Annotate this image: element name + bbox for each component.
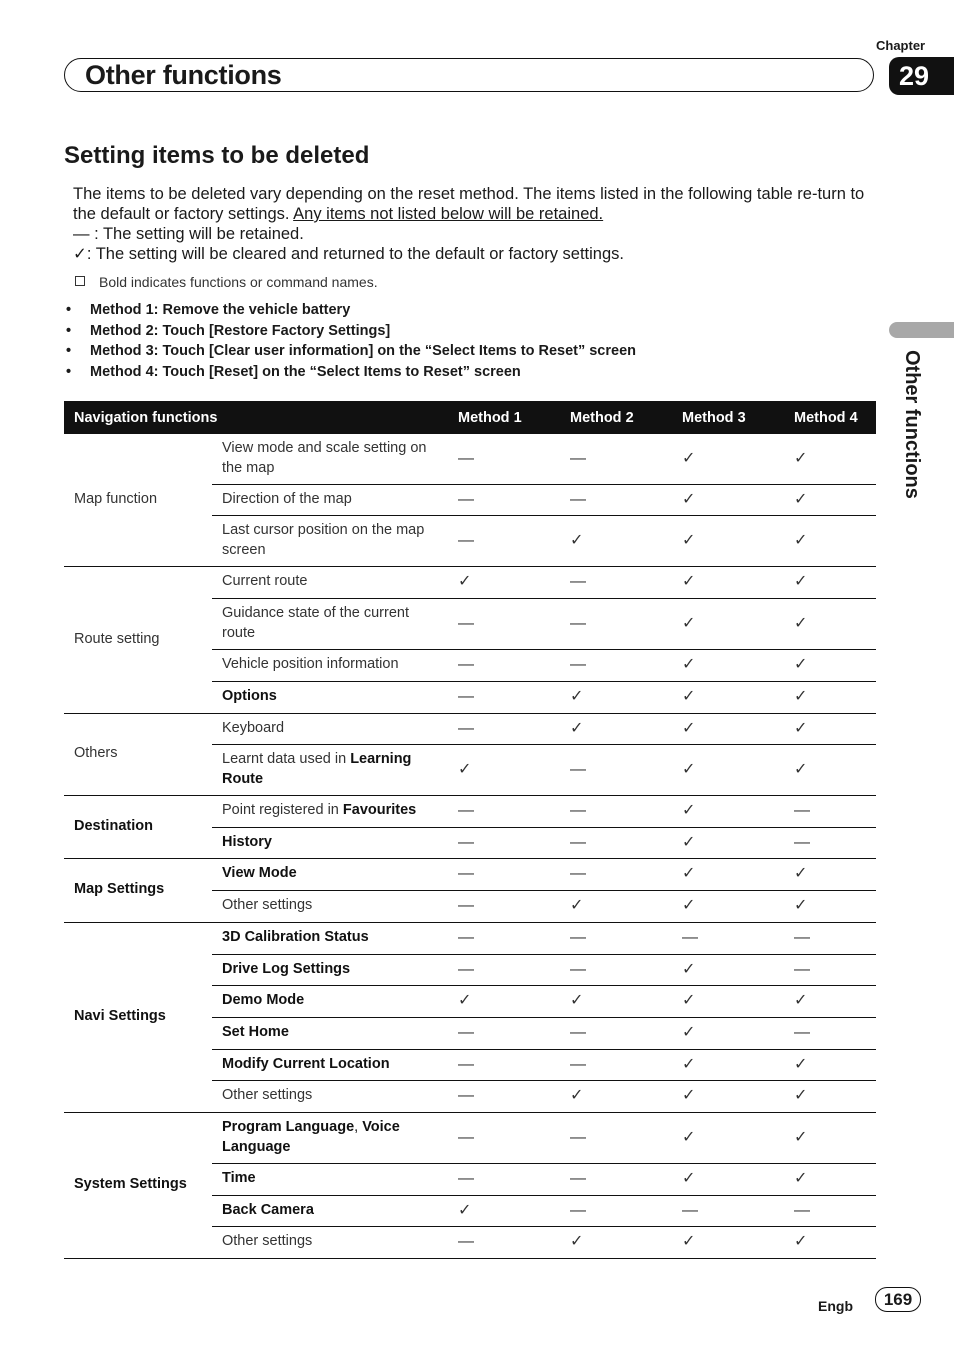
cell-method-4: ✓ [784,598,876,649]
row-item: Current route [212,566,448,598]
cell-method-3: ✓ [672,649,784,681]
cell-method-4: ✓ [784,858,876,890]
cell-method-2: — [560,827,672,858]
cell-method-4: — [784,1017,876,1049]
cell-method-1: ✓ [448,1195,560,1226]
table-row [64,434,876,484]
cell-method-3: ✓ [672,484,784,515]
cell-method-1: — [448,598,560,649]
table-row [64,922,876,954]
intro-text [73,184,873,264]
row-item: Vehicle position information [212,649,448,681]
cell-method-2: — [560,1112,672,1163]
cell-method-3: ✓ [672,795,784,827]
cell-method-1: — [448,484,560,515]
row-item-bold: Favourites [342,802,417,819]
row-item-text: Learnt data used in [222,751,351,767]
method-item: • Method 1: Remove the vehicle battery [66,302,351,318]
chapter-label: Chapter [876,38,926,53]
cell-method-4: ✓ [784,515,876,566]
cell-method-2: ✓ [560,890,672,922]
cell-method-3: ✓ [672,858,784,890]
cell-method-4: ✓ [784,1226,876,1258]
row-item: Back Camera [212,1195,448,1226]
row-item [212,1112,448,1163]
cell-method-1: — [448,649,560,681]
row-item: Demo Mode [212,985,448,1017]
cell-method-4: ✓ [784,985,876,1017]
cell-method-4: — [784,954,876,985]
cell-method-2: — [560,1195,672,1226]
cell-method-2: ✓ [560,515,672,566]
row-item: Other settings [212,890,448,922]
cell-method-4: — [784,795,876,827]
cell-method-4: ✓ [784,1163,876,1195]
group-destination: Destination [64,795,212,858]
header-method-4: Method 4 [784,401,876,434]
header-nav-functions: Navigation functions [64,401,448,434]
cell-method-3: ✓ [672,827,784,858]
cell-method-2: — [560,744,672,795]
row-item-bold: Program Language [222,1119,355,1135]
cell-method-1: — [448,922,560,954]
cell-method-4: — [784,1195,876,1226]
row-item [212,744,448,795]
cell-method-2: — [560,598,672,649]
method-item: • Method 4: Touch [Reset] on the “Select Items to Reset” screen [66,363,521,380]
chapter-number: 29 [889,57,954,95]
row-item: Modify Current Location [212,1049,448,1080]
cell-method-1: — [448,1049,560,1080]
cell-method-3: ✓ [672,954,784,985]
intro-underlined: Any items not listed below will be retained. [293,205,604,223]
row-item: View mode and scale setting on the map [212,434,448,484]
cell-method-1: — [448,1017,560,1049]
cell-method-1: ✓ [448,566,560,598]
row-item: Options [212,681,448,713]
cell-method-1: — [448,827,560,858]
cell-method-3: ✓ [672,744,784,795]
method-item: • Method 3: Touch [Clear user information] on the “Select Items to Reset” screen [66,343,636,359]
cell-method-3: — [672,922,784,954]
cell-method-4: ✓ [784,744,876,795]
row-item-text: Point registered in [222,802,343,819]
cell-method-1: — [448,858,560,890]
row-item: Set Home [212,1017,448,1049]
cell-method-3: ✓ [672,1017,784,1049]
row-item: Other settings [212,1226,448,1258]
note [75,274,378,290]
cell-method-3: — [672,1195,784,1226]
method-text: Method 3: Touch [Clear user information] on the “Select Items to Reset” screen [90,343,636,359]
intro-line: The items to be deleted vary depending on the reset method. The items listed in the following table re-turn to the default or factory settings. [73,185,865,223]
row-item: Direction of the map [212,484,448,515]
table-row [64,566,876,598]
cell-method-4: ✓ [784,890,876,922]
table-row [64,795,876,827]
cell-method-3: ✓ [672,1049,784,1080]
cell-method-2: — [560,649,672,681]
cell-method-4: ✓ [784,484,876,515]
cell-method-2: ✓ [560,1080,672,1112]
row-item [212,795,448,827]
note-text: Bold indicates functions or command names. [99,274,378,290]
cell-method-1: — [448,1226,560,1258]
cell-method-1: — [448,713,560,744]
cell-method-4: ✓ [784,434,876,484]
cell-method-4: ✓ [784,681,876,713]
cell-method-1: — [448,1080,560,1112]
cell-method-2: — [560,484,672,515]
navigation-functions-table [64,401,876,1259]
side-tab-marker [889,322,954,338]
row-item: 3D Calibration Status [212,922,448,954]
cell-method-3: ✓ [672,1112,784,1163]
row-item: Other settings [212,1080,448,1112]
cell-method-4: ✓ [784,649,876,681]
cell-method-4: ✓ [784,1049,876,1080]
cell-method-2: — [560,922,672,954]
cell-method-1: — [448,515,560,566]
cell-method-3: ✓ [672,1163,784,1195]
cell-method-1: ✓ [448,744,560,795]
cell-method-2: — [560,1163,672,1195]
row-item: Drive Log Settings [212,954,448,985]
row-item-sep: , [354,1119,363,1135]
group-map-settings: Map Settings [64,858,212,922]
group-route-setting: Route setting [64,566,212,713]
group-others: Others [64,713,212,795]
cell-method-3: ✓ [672,1080,784,1112]
cell-method-4: — [784,827,876,858]
cell-method-3: ✓ [672,713,784,744]
row-item: Keyboard [212,713,448,744]
row-item-bold: Voice Language [222,1119,400,1155]
dash-legend: — : The setting will be retained. [73,225,304,243]
group-map-function: Map function [64,434,212,566]
cell-method-2: — [560,434,672,484]
intro-paragraph [73,184,873,224]
table-row [64,713,876,744]
cell-method-2: — [560,1017,672,1049]
check-legend: ✓: The setting will be cleared and returned to the default or factory settings. [73,245,624,263]
cell-method-4: ✓ [784,1112,876,1163]
side-label: Other functions [901,350,923,499]
cell-method-1: ✓ [448,985,560,1017]
cell-method-4: ✓ [784,566,876,598]
cell-method-3: ✓ [672,566,784,598]
methods-list [66,300,636,382]
method-text: Method 4: Touch [Reset] on the “Select Items to Reset” screen [90,363,521,380]
table-row [64,1112,876,1163]
header-method-1: Method 1 [448,401,560,434]
header-method-3: Method 3 [672,401,784,434]
cell-method-2: ✓ [560,985,672,1017]
method-item: • Method 2: Touch [Restore Factory Settings] [66,322,391,339]
cell-method-1: — [448,795,560,827]
header-method-2: Method 2 [560,401,672,434]
cell-method-1: — [448,1112,560,1163]
cell-method-3: ✓ [672,515,784,566]
cell-method-3: ✓ [672,985,784,1017]
cell-method-2: — [560,1049,672,1080]
footer-language: Engb [818,1298,853,1314]
cell-method-2: — [560,566,672,598]
cell-method-2: — [560,858,672,890]
cell-method-2: ✓ [560,713,672,744]
header-title: Other functions [85,59,282,90]
page-number: 169 [875,1287,921,1312]
row-item: Guidance state of the current route [212,598,448,649]
group-navi-settings: Navi Settings [64,922,212,1112]
cell-method-2: ✓ [560,1226,672,1258]
cell-method-1: — [448,954,560,985]
note-box-icon [75,276,85,286]
cell-method-1: — [448,1163,560,1195]
cell-method-1: — [448,890,560,922]
cell-method-2: ✓ [560,681,672,713]
row-item: History [212,827,448,858]
cell-method-2: — [560,954,672,985]
section-title: Setting items to be deleted [64,142,370,169]
cell-method-4: ✓ [784,1080,876,1112]
row-item: Time [212,1163,448,1195]
cell-method-4: ✓ [784,713,876,744]
row-item: Last cursor position on the map screen [212,515,448,566]
cell-method-3: ✓ [672,681,784,713]
cell-method-3: ✓ [672,890,784,922]
cell-method-1: — [448,681,560,713]
table-row [64,858,876,890]
cell-method-3: ✓ [672,1226,784,1258]
group-system-settings: System Settings [64,1112,212,1258]
cell-method-2: — [560,795,672,827]
cell-method-3: ✓ [672,434,784,484]
cell-method-1: — [448,434,560,484]
table-header-row [64,401,876,434]
header-title-box [64,58,874,92]
row-item: View Mode [212,858,448,890]
row-item-bold: Learning Route [222,751,412,787]
method-text: Method 1: Remove the vehicle battery [90,302,351,318]
cell-method-4: — [784,922,876,954]
cell-method-3: ✓ [672,598,784,649]
method-text: Method 2: Touch [Restore Factory Settings] [90,322,391,339]
